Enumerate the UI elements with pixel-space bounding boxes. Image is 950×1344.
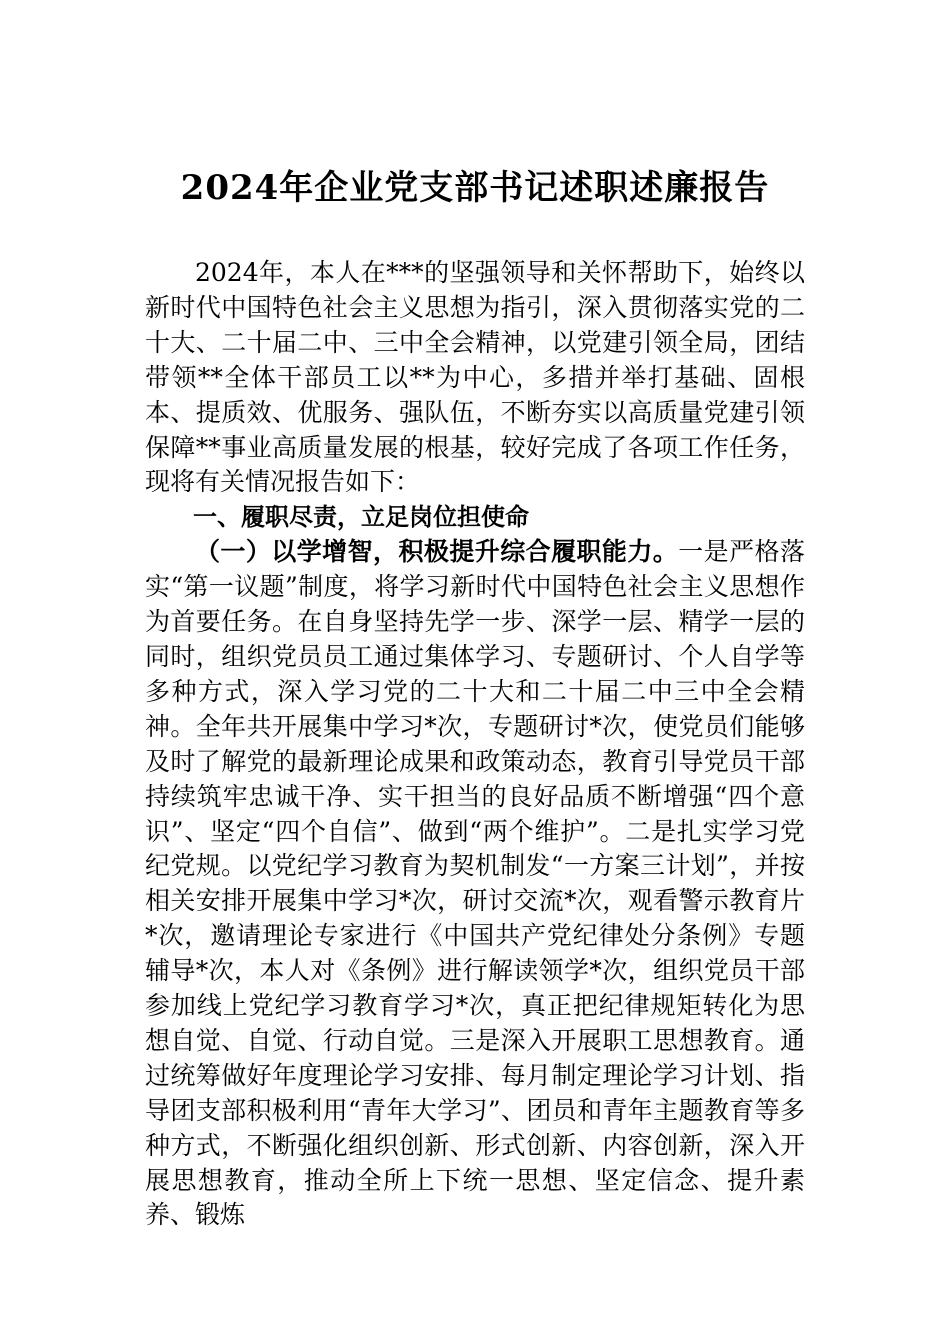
subsection-lead: （一）以学增智，积极提升综合履职能力。 [195,537,679,567]
document-body [145,256,805,1233]
subsection-body: 一是严格落实“第一议题”制度，将学习新时代中国特色社会主义思想作为首要任务。在自身坚持先学一步、深学一层、精学一层的同时，组织党员员工通过集体学习、专题研讨、个人自学等多种方式，深入学习党的二十大和二十届二中三中全会精神。全年共开展集中学习*次，专题研讨*次，使党员们能够及时了解党的最新理论成果和政策动态，教育引导党员干部持续筑牢忠诚干净、实干担当的良好品质不断增强“四个意识”、坚定“四个自信”、做到“两个维护”。二是扎实学习党纪党规。以党纪学习教育为契机制发“一方案三计划”，并按相关安排开展集中学习*次，研讨交流*次，观看警示教育片*次，邀请理论专家进行《中国共产党纪律处分条例》专题辅导*次，本人对《条例》进行解读领学*次，组织党员干部参加线上党纪学习教育学习*次，真正把纪律规矩转化为思想自觉、自觉、行动自觉。三是深入开展职工思想教育。通过统筹做好年度理论学习安排、每月制定理论学习计划、指导团支部积极利用“青年大学习”、团员和青年主题教育等多种方式，不断强化组织创新、形式创新、内容创新，深入开展思想教育，推动全所上下统一思想、坚定信念、提升素养、锻炼 [145,537,805,1230]
section-heading: 一、履职尽责，立足岗位担使命 [193,503,529,532]
subsection-paragraph [145,535,805,1233]
document-title: 2024年企业党支部书记述职述廉报告 [180,168,770,208]
intro-paragraph: 2024年，本人在***的坚强领导和关怀帮助下，始终以新时代中国特色社会主义思想为指引，深入贯彻落实党的二十大、二十届二中、三中全会精神，以党建引领全局，团结带领**全体干部员工以**为中心，多措并举打基础、固根本、提质效、优服务、强队伍，不断夯实以高质量党建引领保障**事业高质量发展的根基，较好完成了各项工作任务，现将有关情况报告如下： [145,258,805,497]
